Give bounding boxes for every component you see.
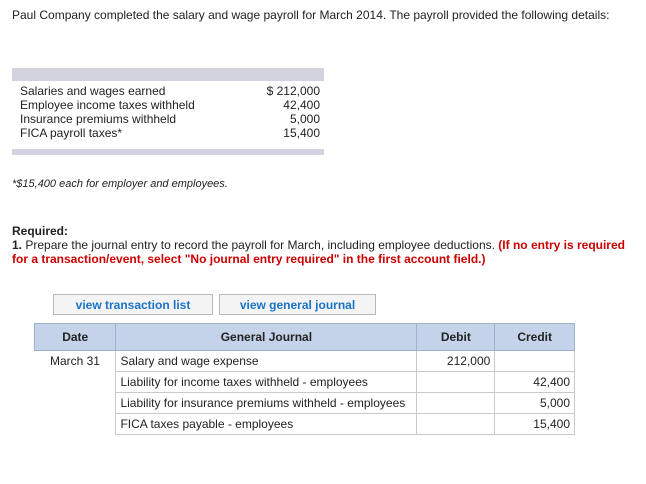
journal-row xyxy=(35,351,575,372)
details-row xyxy=(20,84,324,98)
debit-field[interactable] xyxy=(417,372,495,393)
details-label: FICA payroll taxes* xyxy=(20,126,123,140)
details-row xyxy=(20,126,324,140)
credit-field[interactable] xyxy=(495,351,575,372)
debit-field[interactable] xyxy=(417,393,495,414)
details-bottom-bar xyxy=(12,149,324,155)
credit-field[interactable]: 15,400 xyxy=(495,414,575,435)
view-transaction-list-button[interactable]: view transaction list xyxy=(53,294,213,315)
requirement-text: Prepare the journal entry to record the payroll for March, including employee deductions. xyxy=(25,238,495,252)
details-amount: 15,400 xyxy=(283,126,320,140)
requirement-item xyxy=(12,238,632,266)
payroll-details-box xyxy=(12,68,324,156)
requirement-number: 1. xyxy=(12,238,23,252)
credit-field[interactable]: 42,400 xyxy=(495,372,575,393)
account-field[interactable]: FICA taxes payable - employees xyxy=(116,414,417,435)
date-cell xyxy=(35,372,116,393)
details-amount: 42,400 xyxy=(283,98,320,112)
details-amount: 5,000 xyxy=(289,112,320,126)
date-cell xyxy=(35,393,116,414)
journal-row xyxy=(35,393,575,414)
journal-row xyxy=(35,414,575,435)
account-field[interactable]: Liability for income taxes withheld - employees xyxy=(116,372,417,393)
view-general-journal-button[interactable]: view general journal xyxy=(219,294,376,315)
credit-header: Credit xyxy=(495,324,575,351)
details-label: Employee income taxes withheld xyxy=(20,98,195,112)
date-cell: March 31 xyxy=(49,354,100,369)
account-header: General Journal xyxy=(116,324,417,351)
general-journal-table xyxy=(34,323,575,435)
details-label: Salaries and wages earned xyxy=(20,84,166,98)
debit-header: Debit xyxy=(417,324,495,351)
footnote: *$15,400 each for employer and employees. xyxy=(12,178,228,190)
date-cell xyxy=(35,414,116,435)
debit-field[interactable] xyxy=(417,414,495,435)
details-row xyxy=(20,112,324,126)
details-amount: $ 212,000 xyxy=(266,84,320,98)
date-header: Date xyxy=(35,324,116,351)
details-row xyxy=(20,98,324,112)
required-title: Required: xyxy=(12,224,69,238)
details-label: Insurance premiums withheld xyxy=(20,112,177,126)
details-top-bar xyxy=(12,68,324,81)
account-field[interactable]: Liability for insurance premiums withheld - employees xyxy=(116,393,417,414)
requirement-note: (If no entry is required for a transaction/event, select "No journal entry required" in the first account field.) xyxy=(12,238,625,266)
debit-field[interactable]: 212,000 xyxy=(417,351,495,372)
journal-row xyxy=(35,372,575,393)
credit-field[interactable]: 5,000 xyxy=(495,393,575,414)
intro-text: Paul Company completed the salary and wage payroll for March 2014. The payroll provided the following details: xyxy=(12,8,610,22)
account-field[interactable]: Salary and wage expense xyxy=(116,351,417,372)
